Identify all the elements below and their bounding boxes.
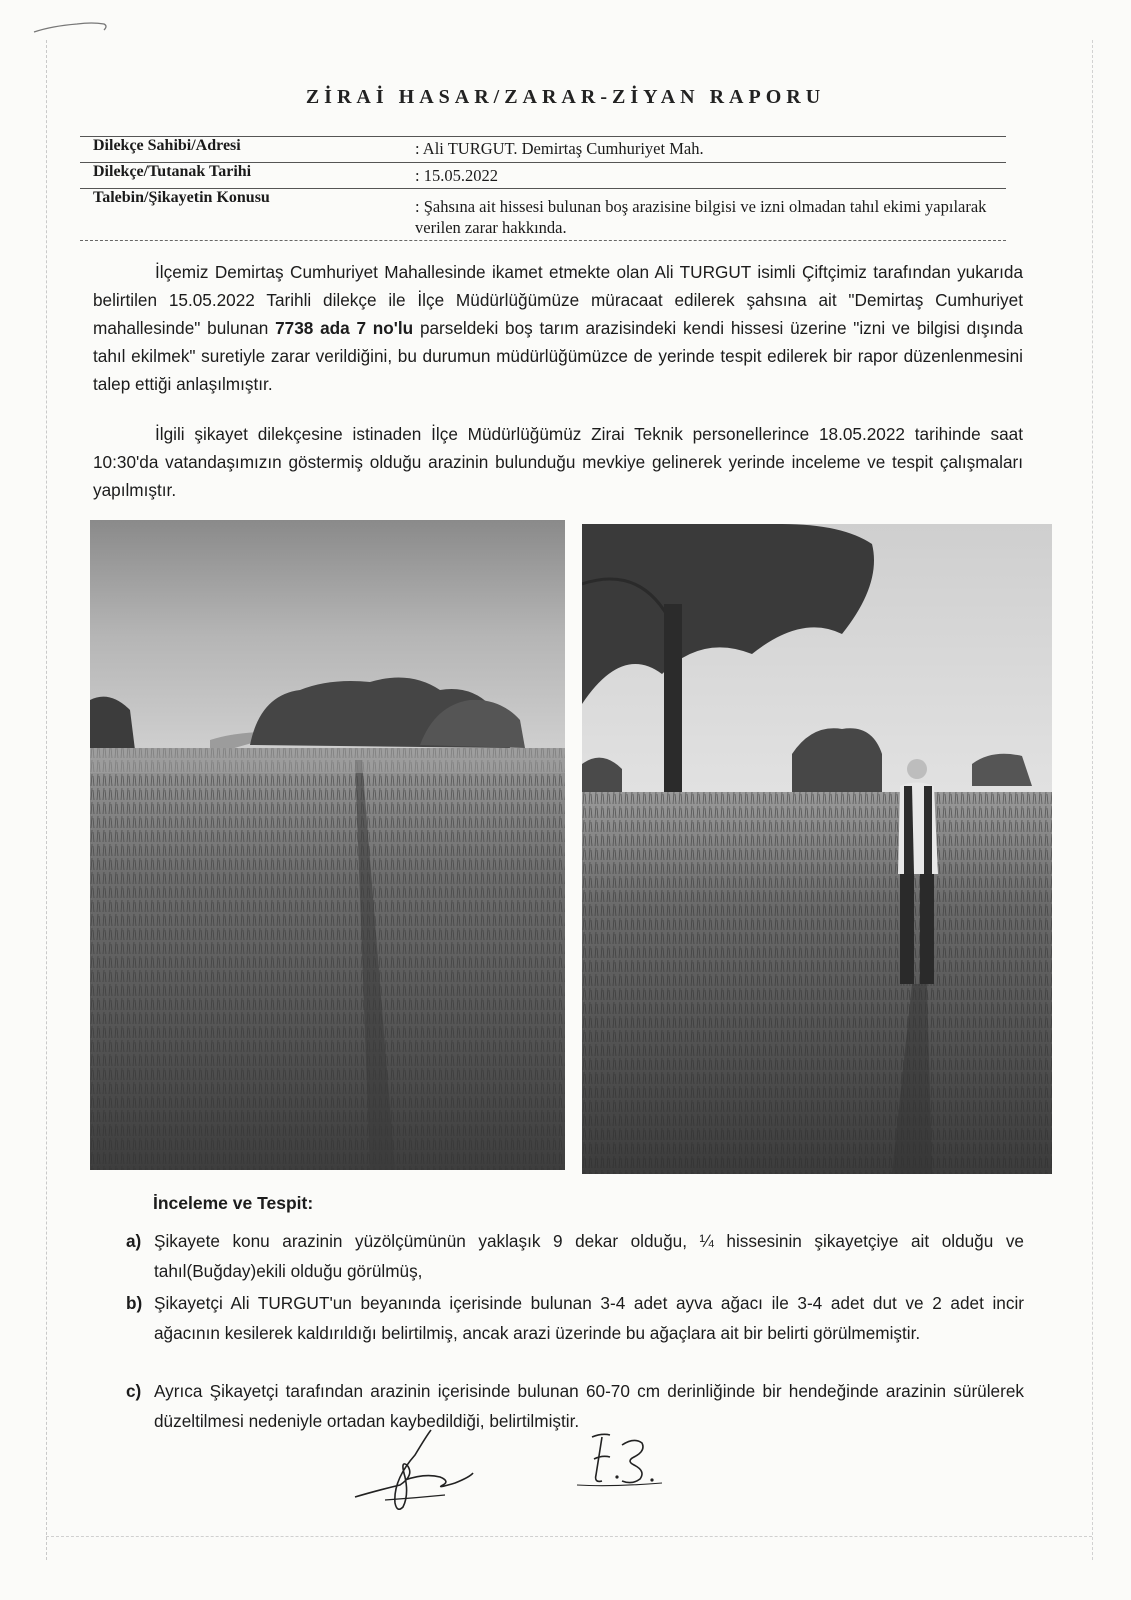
inspection-item-c-marker: c) xyxy=(126,1381,142,1401)
inspection-item-b-text: Şikayetçi Ali TURGUT'un beyanında içerisinde bulunan 3-4 adet ayva ağacı ile 3-4 adet dut ve 2 adet incir ağacının kesilerek kaldırıldığı belirtilmiş, ancak arazi üzerinde bu ağaçlara ait bir belirti görülmemiştir. xyxy=(154,1293,1024,1343)
inspection-item-c-text: Ayrıca Şikayetçi tarafından arazinin içerisinde bulunan 60-70 cm derinliğinde bir hendeğinde arazinin sürülerek düzeltilmesi nedeniyle ortadan kaybedildiği, belirtilmiştir. xyxy=(154,1381,1024,1431)
inspection-item-b xyxy=(126,1288,1024,1378)
header-value-subject: : Şahsına ait hissesi bulunan boş arazisine bilgisi ve izni olmadan tahıl ekimi yapılarak verilen zarar hakkında. xyxy=(415,197,987,237)
paragraph-complaint-part2: parseldeki boş tarım arazisindeki kendi hissesi üzerine "izni ve bilgisi dışında tahıl ekilmek" suretiyle zarar verildiğini, bu durumun müdürlüğümüzce de yerinde tespit edilerek bir rapor düzenlenmesini talep ettiği anlaşılmıştır. xyxy=(93,318,1023,394)
report-title: ZİRAİ HASAR/ZARAR-ZİYAN RAPORU xyxy=(305,86,826,108)
parcel-number: 7738 ada 7 no'lu xyxy=(275,318,414,338)
header-label-applicant: Dilekçe Sahibi/Adresi xyxy=(93,137,241,154)
paragraph-complaint xyxy=(93,258,1023,398)
header-value-date: : 15.05.2022 xyxy=(415,166,498,185)
paragraph-inspection-visit-text: İlgili şikayet dilekçesine istinaden İlçe Müdürlüğümüz Zirai Teknik personellerince 18.05.2022 tarihinde saat 10:30'da vatandaşımızın göstermiş olduğu arazinin bulunduğu mevkiye gelinerek yerinde inceleme ve tespit çalışmaları yapılmıştır. xyxy=(93,424,1023,500)
inspection-title: İnceleme ve Tespit: xyxy=(153,1193,314,1213)
scan-artifact-mark xyxy=(32,18,112,38)
header-label-date: Dilekçe/Tutanak Tarihi xyxy=(93,163,252,180)
scan-edge-bottom xyxy=(46,1536,1092,1537)
paragraph-complaint-part1: İlçemiz Demirtaş Cumhuriyet Mahallesinde ikamet etmekte olan Ali TURGUT isimli Çiftçimiz tarafından yukarıda belirtilen 15.05.2022 Tarihli dilekçe ile İlçe Müdürlüğümüze müracaat edilerek şahsına ait "Demirtaş Cumhuriyet mahallesinde" bulunan xyxy=(93,262,1023,338)
inspection-item-a xyxy=(126,1226,1024,1286)
scan-edge-left xyxy=(46,40,47,1560)
inspection-item-b-marker: b) xyxy=(126,1293,143,1313)
scan-edge-right xyxy=(1092,40,1093,1560)
signature-left xyxy=(345,1425,495,1515)
header-label-subject: Talebin/Şikayetin Konusu xyxy=(93,189,270,206)
paragraph-inspection-visit xyxy=(93,420,1023,504)
field-photo-right xyxy=(582,524,1052,1174)
signature-right xyxy=(572,1425,682,1495)
header-value-applicant: : Ali TURGUT. Demirtaş Cumhuriyet Mah. xyxy=(415,139,704,158)
inspection-item-a-text: Şikayete konu arazinin yüzölçümünün yaklaşık 9 dekar olduğu, ¼ hissesinin şikayetçiye ait olduğu ve tahıl(Buğday)ekili olduğu görülmüş, xyxy=(154,1231,1024,1281)
header-rule-bottom xyxy=(80,240,1006,241)
field-photo-left xyxy=(90,520,565,1170)
inspection-item-a-marker: a) xyxy=(126,1231,142,1251)
